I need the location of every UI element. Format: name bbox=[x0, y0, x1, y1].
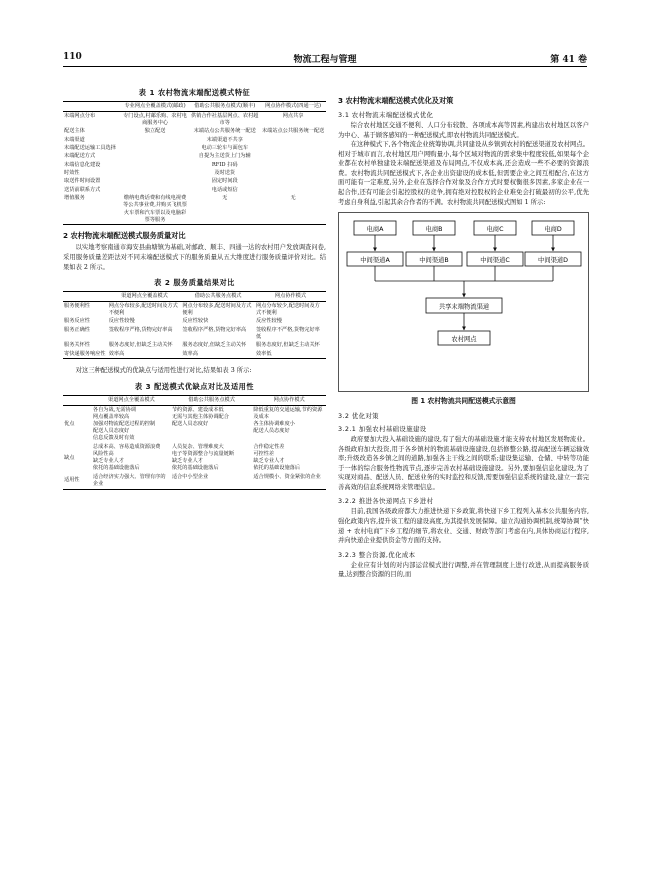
table-row bbox=[63, 128, 326, 136]
table-cell: 末端站点公共服务统一配送 bbox=[193, 128, 256, 135]
journal-title: 物流工程与管理 bbox=[293, 55, 357, 65]
table-cell: 独立配送 bbox=[144, 128, 166, 135]
row-label: 适用性 bbox=[64, 477, 80, 484]
table-cell: 节约资源、建设成本低 无需与其他主体协调配合 配送人员态度好 bbox=[171, 406, 229, 428]
table2-header-0 bbox=[63, 292, 108, 302]
channel-label: 中间渠道A bbox=[360, 257, 390, 265]
table-cell: 网点共享 bbox=[282, 112, 304, 119]
table1-header-1: 专业网点全覆盖模式(邮政) bbox=[121, 102, 189, 112]
outlet-label: 农村网点 bbox=[451, 336, 477, 344]
paragraph-3-2-3: 企业应有计划的对内部运营模式进行调整,并在管理制度上进行改进,从而提高服务质量,达到整合资源的目的,而 bbox=[338, 561, 589, 579]
table-cell: 合作稳定性差 可控性差 缺乏专业人才 依托的基础设施落后 bbox=[253, 443, 301, 472]
table-row bbox=[63, 302, 326, 318]
table-row bbox=[63, 350, 326, 359]
table-row bbox=[63, 473, 326, 489]
table-cell: 适合规模小、资金紧张的企业 bbox=[253, 473, 321, 480]
table-row bbox=[63, 186, 326, 194]
left-column bbox=[63, 72, 326, 490]
subsection-3-2: 3.2 优化对策 bbox=[338, 412, 379, 421]
table-row bbox=[63, 326, 326, 342]
channel-label: 中间渠道D bbox=[537, 257, 569, 265]
table-cell: 电动三轮车与面包车 bbox=[201, 145, 249, 152]
channel-label: 中间渠道B bbox=[419, 257, 449, 265]
table-cell: 总成本高、容易造成资源浪费 风险性高 缺乏专业人才 依托的基础设施落后 bbox=[92, 443, 161, 472]
paragraph-3-1-a: 综合农村地区交通不便利、人口分布较散、各项成本高等因素,构建出农村地区以客户为中心、基于顾客感知的一种配送模式,即农村物流共同配送模式。 bbox=[338, 122, 589, 139]
subsection-3-2-1: 3.2.1 加强农村基础设施建设 bbox=[338, 425, 427, 434]
table-row bbox=[63, 153, 326, 161]
table-cell: 效率低 bbox=[255, 350, 272, 357]
figure1-caption: 图 1 农村物流共同配送模式示意图 bbox=[411, 397, 516, 406]
table-cell bbox=[121, 186, 189, 194]
table-cell: RFID 扫码 bbox=[211, 161, 238, 168]
table-cell: 效率高 bbox=[108, 350, 125, 357]
table-cell bbox=[260, 161, 326, 169]
table-cell bbox=[260, 186, 326, 194]
table-row bbox=[63, 406, 326, 444]
table2 bbox=[63, 291, 326, 359]
row-label: 增值服务 bbox=[64, 195, 85, 202]
row-label: 配送主体 bbox=[64, 128, 85, 135]
table-cell: 专门设点,村邮乐购、农村电商服务中心 bbox=[123, 112, 187, 126]
table3-header-2: 借助公共服务点模式 bbox=[171, 396, 253, 406]
table1-header-3: 网点协作模式(四通一达) bbox=[260, 102, 326, 112]
table-row bbox=[63, 342, 326, 350]
table-cell bbox=[121, 178, 189, 186]
table2-caption: 表 2 服务质量结果对比 bbox=[154, 278, 235, 288]
table-row bbox=[63, 112, 326, 128]
table3-caption: 表 3 配送模式优缺点对比及适用性 bbox=[134, 382, 255, 392]
table-row bbox=[63, 318, 326, 326]
figure1-diagram bbox=[338, 212, 589, 392]
table-row bbox=[63, 144, 326, 152]
table2-header-2: 借助公共服务点模式 bbox=[181, 292, 255, 302]
section2-paragraph: 以实地考察南通市海安县曲塘镇为基础,对邮政、顺丰、四通一达的农村用户发放调查问卷,采用服务质量差距法对不同末端配送模式下的服务质量从五大维度进行服务质量评价对比。结果如表 2 所示。 bbox=[63, 244, 326, 271]
table-cell bbox=[260, 153, 326, 161]
table1-header-0 bbox=[63, 102, 121, 112]
figure1-svg bbox=[339, 213, 588, 389]
row-label: 送货前联系方式 bbox=[64, 186, 101, 193]
table-cell: 网点分布较多,配送时间及方式便利 bbox=[182, 302, 252, 317]
shared-channel-label: 共享末端物流渠道 bbox=[438, 303, 490, 311]
row-label: 取送件时间设置 bbox=[64, 178, 101, 185]
table-cell: 服务态度好,但缺乏主动关怀 bbox=[255, 342, 320, 349]
table2-header-1: 渠道网点全覆盖模式 bbox=[108, 292, 182, 302]
page-number: 110 bbox=[63, 52, 82, 62]
row-label: 优点 bbox=[64, 421, 75, 428]
table-cell: 网点分布较少,配送时间及方式不便利 bbox=[255, 302, 320, 317]
row-label: 寄快递服务响应性 bbox=[64, 350, 106, 357]
table-row bbox=[63, 170, 326, 178]
header-rule bbox=[63, 66, 587, 67]
table-cell: 电话或短信 bbox=[211, 186, 238, 193]
table-cell: 人员复杂、管理难度大 电子等资源整合与流量链断 缺乏专业人才 依托的基础设施落后 bbox=[171, 443, 235, 472]
source-label: 电商D bbox=[544, 226, 562, 234]
table-cell bbox=[121, 153, 189, 161]
table-cell: 固定时间段 bbox=[211, 178, 238, 185]
table-cell: 网点分布较多,配送时间及方式不便利 bbox=[108, 302, 178, 317]
section2-title: 2 农村物流末端配送模式服务质量对比 bbox=[63, 231, 186, 241]
source-label: 电商A bbox=[366, 226, 384, 234]
table-cell bbox=[121, 136, 189, 144]
subsection-3-1: 3.1 农村物流末端配送模式优化 bbox=[338, 111, 434, 119]
table-cell: 末端站点公共服务统一配送 bbox=[261, 128, 325, 135]
table-cell: 缴纳电费话费和有线电视费等公共事业费,并购买飞机票火车票和汽车票以及电脑彩票等服务 bbox=[123, 195, 187, 223]
paragraph-3-1-b: 在这种模式下,各个物流企业统筹协调,共同建设从乡镇到农村的配送渠道及农村网点。相对于城市而言,农村地区用户网购量小,每个区域对物流的需求集中程度较低,如果每个企业都在农村单独建设末端配送渠道及布局网点,不仅成本高,还会造成一些不必要的资源浪费。农村物流共同配送模式下,各企业出资建设的成本低,但需要企业之间互相配合,在这方面可能有一定难度,另外,企业在选择合作对象及合作方式时要权衡很多因素,多家企业在一起合作,还有可能会引起控股权的竞争,拥有绝对控股权的企业难免会打破最初的公平,优先考虑自身利益,引起其余合作者的不满。农村物流共同配送模式图如 1 所示: bbox=[338, 141, 589, 206]
table-cell bbox=[121, 161, 189, 169]
table1 bbox=[63, 101, 326, 225]
subsection-3-2-2: 3.2.2 推进各快递网点下乡进村 bbox=[338, 497, 434, 506]
row-label: 服务便利性 bbox=[64, 302, 90, 309]
table-cell: 自提为主送货上门为辅 bbox=[198, 153, 251, 160]
table-cell: 签收程序严格,货物完好率高 bbox=[108, 326, 173, 333]
row-label: 末端信息化建设 bbox=[64, 161, 101, 168]
table-cell: 供销合作社基层网点、农村超市等 bbox=[191, 112, 259, 126]
table-cell: 反应性较慢 bbox=[255, 318, 282, 325]
table3 bbox=[63, 395, 326, 490]
row-label: 服务关怀性 bbox=[64, 342, 90, 349]
table-cell bbox=[260, 144, 326, 152]
right-column bbox=[338, 72, 589, 580]
table-row bbox=[63, 443, 326, 473]
row-label: 末端配送方式 bbox=[64, 153, 96, 160]
table-cell: 签收程序不严格,货物完好率低 bbox=[255, 326, 320, 340]
paragraph-3-2-1: 政府要加大投入基础设施的建设,有了强大的基础设施才能支持农村地区发展物流业。各级政府加大投资,用于各乡镇村的物流基础设施建设,包括修整公路,提高配送车辆运输效率;升级改造各乡镇之间的道路,加强各主干线之间的联系;建设集运输、仓储、中转等功能于一体的综合服务性物流节点,逐步完善农村基础设施建设。另外,要加强信息化建设,为了实现对商品、配送人员、配送业务的实时监控和反馈,需要加强信息系统的建设,建立一套完善高效的信息系统网络来管理信息。 bbox=[338, 436, 589, 491]
row-label: 末端网点分布 bbox=[64, 112, 96, 119]
table-cell: 降低重复的交通运输,节约资源及成本 各主体协调难度小 配送人员态度好 bbox=[253, 406, 323, 435]
table-cell bbox=[260, 136, 326, 144]
table-cell: 签收程序严格,货物完好率高 bbox=[182, 326, 247, 333]
table-cell bbox=[121, 144, 189, 152]
table1-caption: 表 1 农村物流末端配送模式特征 bbox=[138, 88, 251, 97]
table-cell: 反应性较快 bbox=[182, 318, 209, 325]
row-label: 服务正确性 bbox=[64, 326, 90, 333]
table-cell bbox=[260, 178, 326, 186]
table-cell: 反应性较慢 bbox=[108, 318, 135, 325]
table-cell: 效率高 bbox=[182, 350, 198, 357]
table3-header-3: 网点协作模式 bbox=[252, 396, 326, 406]
table2-header-3: 网点协作模式 bbox=[255, 292, 326, 302]
table-row bbox=[63, 161, 326, 169]
table-row bbox=[63, 136, 326, 144]
table3-header-1: 渠道网点全覆盖模式 bbox=[92, 396, 171, 406]
source-label: 电商B bbox=[425, 226, 443, 234]
table-row bbox=[63, 195, 326, 225]
channel-label: 中间渠道C bbox=[480, 257, 510, 265]
table-cell: 适合经济实力强大、管理有序的企业 bbox=[92, 473, 166, 487]
table-cell: 无 bbox=[290, 195, 296, 202]
table-cell bbox=[121, 170, 189, 178]
section3-title: 3 农村物流末端配送模式优化及对策 bbox=[338, 96, 454, 105]
table-cell: 及时送货 bbox=[214, 170, 236, 177]
row-label: 缺点 bbox=[64, 454, 75, 461]
volume: 第 41 卷 bbox=[550, 55, 587, 65]
table-cell: 末端渠道不共享 bbox=[206, 136, 243, 143]
row-label: 末端渠道 bbox=[64, 136, 85, 143]
table-cell: 适合中小型企业 bbox=[171, 473, 209, 480]
row-label: 服务反应性 bbox=[64, 318, 90, 325]
row-label: 时效性 bbox=[64, 170, 80, 177]
table-cell: 无 bbox=[222, 195, 228, 202]
table-cell: 服务态度好,但缺乏主动关怀 bbox=[182, 342, 247, 349]
table3-header-0 bbox=[63, 396, 92, 406]
table-cell bbox=[260, 170, 326, 178]
row-label: 末端配送运输工具选择 bbox=[64, 145, 116, 152]
table-row bbox=[63, 178, 326, 186]
table1-header-2: 借助公共服务点模式(顺丰) bbox=[189, 102, 260, 112]
paragraph-3-2-2: 目前,我国各级政府都大力推进快递下乡政策,将快递下乡工程列入基本公共服务内容,强化政策内容,提升该工程的建设高度,为其提供发展保障。建立沟通协调机制,统筹协调“快递 + 农村电商”下乡工程的细节,将农业、交通、财政等部门考虑在内,具体协商运行程序,并向快递企业提供资金等方面的支持。 bbox=[338, 508, 589, 545]
table3-intro: 对这三种配送模式的优缺点与适用性进行对比,结果如表 3 所示: bbox=[75, 367, 252, 375]
subsection-3-2-3: 3.2.3 整合资源,优化成本 bbox=[338, 550, 416, 559]
table-cell: 服务态度好,但缺乏主动关怀 bbox=[108, 342, 173, 349]
table-cell: 各自为战,无需协调 网点覆盖率较高 加强对物流配送过程的控制 配送人员态度好 信息反馈及时有效 bbox=[92, 406, 156, 442]
source-label: 电商C bbox=[486, 226, 504, 234]
